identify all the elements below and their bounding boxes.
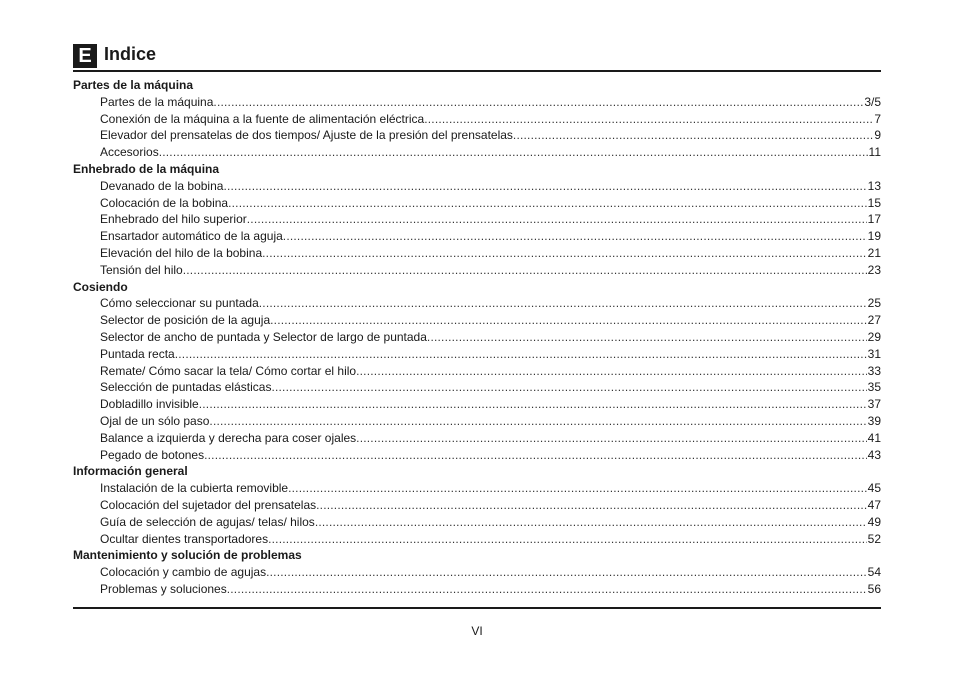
dot-leader	[247, 211, 867, 228]
dot-leader	[199, 396, 867, 413]
toc-entry	[73, 178, 881, 195]
toc-entry-page: 37	[867, 397, 881, 412]
language-badge: E	[73, 44, 97, 68]
section-heading: Mantenimiento y solución de problemas	[73, 548, 302, 563]
dot-leader	[427, 329, 867, 346]
toc-entry	[73, 363, 881, 380]
section-heading: Cosiendo	[73, 279, 128, 294]
toc-entry-page: 15	[867, 195, 881, 210]
dot-leader	[288, 480, 867, 497]
toc-entry-page: 33	[867, 363, 881, 378]
toc-entry-label: Tensión del hilo	[100, 262, 183, 277]
toc-entry-label: Remate/ Cómo sacar la tela/ Cómo cortar el hilo	[100, 363, 357, 378]
toc-entry	[73, 514, 881, 531]
toc-entry-label: Dobladillo invisible	[100, 397, 199, 412]
toc-entry-label: Enhebrado del hilo superior	[100, 212, 247, 227]
toc-entry-label: Colocación y cambio de agujas	[100, 565, 267, 580]
toc-entry-label: Colocación del sujetador del prensatelas	[100, 497, 317, 512]
dot-leader	[270, 312, 867, 329]
toc-entry	[73, 497, 881, 514]
toc-entry-page: 21	[867, 245, 881, 260]
toc-entry	[73, 447, 881, 464]
toc-entry-page: 56	[867, 581, 881, 596]
toc-entry-page: 13	[867, 178, 881, 193]
toc-entry-page: 35	[867, 380, 881, 395]
toc-entry-label: Balance a izquierda y derecha para coser ojales	[100, 430, 357, 445]
toc-entry-page: 49	[867, 514, 881, 529]
dot-leader	[316, 497, 867, 514]
toc-entry	[73, 413, 881, 430]
toc-entry-label: Colocación de la bobina	[100, 195, 229, 210]
toc-entry	[73, 211, 881, 228]
toc-entry	[73, 564, 881, 581]
toc-entry-label: Elevación del hilo de la bobina	[100, 245, 263, 260]
toc-entry	[73, 262, 881, 279]
toc-entry-page: 27	[867, 313, 881, 328]
toc-entry-page: 25	[867, 296, 881, 311]
dot-leader	[204, 447, 867, 464]
toc-entry	[73, 329, 881, 346]
toc-entry-page: 23	[867, 262, 881, 277]
dot-leader	[266, 564, 867, 581]
toc-entry-page: 29	[867, 329, 881, 344]
toc-entry-page: 7	[874, 111, 881, 126]
dot-leader	[223, 178, 866, 195]
toc-entry-label: Selector de posición de la aguja	[100, 313, 271, 328]
page-number: VI	[471, 624, 483, 638]
toc-entry-label: Elevador del prensatelas de dos tiempos/ Ajuste de la presión del prensatelas	[100, 128, 513, 143]
toc-entry	[73, 396, 881, 413]
toc-entry-label: Conexión de la máquina a la fuente de alimentación eléctrica	[100, 111, 425, 126]
page-title: Indice	[104, 44, 157, 64]
section-heading: Enhebrado de la máquina	[73, 161, 220, 176]
dot-leader	[262, 245, 867, 262]
dot-leader	[315, 514, 867, 531]
dot-leader	[424, 111, 873, 128]
toc-entry-label: Guía de selección de agujas/ telas/ hilos	[100, 514, 315, 529]
toc-entry-page: 39	[867, 413, 881, 428]
toc-entry-page: 9	[874, 128, 881, 143]
toc-entry	[73, 245, 881, 262]
toc-entry-page: 43	[867, 447, 881, 462]
toc-entry-label: Pegado de botones	[100, 447, 205, 462]
toc-entry	[73, 480, 881, 497]
dot-leader	[213, 94, 863, 111]
toc-entry-page: 45	[867, 481, 881, 496]
toc-entry	[73, 531, 881, 548]
dot-leader	[356, 430, 866, 447]
dot-leader	[356, 363, 867, 380]
toc-entry-label: Puntada recta	[100, 346, 175, 361]
toc-entry-label: Selección de puntadas elásticas	[100, 380, 272, 395]
dot-leader	[209, 413, 866, 430]
dot-leader	[259, 295, 867, 312]
toc-entry	[73, 111, 881, 128]
toc-entry-page: 11	[868, 145, 881, 160]
toc-entry-label: Partes de la máquina	[100, 94, 214, 109]
toc-entry-page: 41	[867, 430, 881, 445]
toc-entry	[73, 379, 881, 396]
table-of-contents	[73, 77, 881, 598]
toc-entry	[73, 430, 881, 447]
toc-entry-label: Devanado de la bobina	[100, 178, 224, 193]
toc-entry-label: Instalación de la cubierta removible	[100, 481, 289, 496]
toc-entry-label: Accesorios	[100, 145, 159, 160]
dot-leader	[175, 346, 867, 363]
toc-entry	[73, 94, 881, 111]
toc-entry-page: 54	[867, 565, 881, 580]
toc-entry	[73, 346, 881, 363]
toc-entry-page: 17	[867, 212, 881, 227]
toc-entry	[73, 312, 881, 329]
toc-entry-page: 19	[867, 229, 881, 244]
dot-leader	[183, 262, 867, 279]
dot-leader	[159, 144, 868, 161]
toc-entry-label: Cómo seleccionar su puntada	[100, 296, 259, 311]
toc-entry-page: 3/5	[864, 94, 881, 109]
dot-leader	[283, 228, 867, 245]
toc-entry-page: 31	[867, 346, 881, 361]
bottom-divider	[73, 607, 881, 609]
toc-entry	[73, 127, 881, 144]
toc-entry	[73, 228, 881, 245]
toc-entry-label: Ocultar dientes transportadores	[100, 531, 269, 546]
dot-leader	[271, 379, 866, 396]
section-heading: Información general	[73, 464, 188, 479]
dot-leader	[513, 127, 873, 144]
dot-leader	[268, 531, 867, 548]
dot-leader	[227, 581, 867, 598]
dot-leader	[228, 195, 867, 212]
toc-entry	[73, 581, 881, 598]
toc-entry-page: 52	[867, 531, 881, 546]
toc-entry	[73, 144, 881, 161]
toc-entry-label: Ensartador automático de la aguja	[100, 229, 283, 244]
toc-entry-label: Selector de ancho de puntada y Selector de largo de puntada	[100, 329, 427, 344]
toc-entry	[73, 195, 881, 212]
toc-entry	[73, 295, 881, 312]
toc-entry-label: Ojal de un sólo paso	[100, 413, 210, 428]
toc-entry-label: Problemas y soluciones	[100, 581, 227, 596]
index-header	[73, 44, 881, 72]
section-heading: Partes de la máquina	[73, 78, 194, 92]
toc-entry-page: 47	[867, 497, 881, 512]
